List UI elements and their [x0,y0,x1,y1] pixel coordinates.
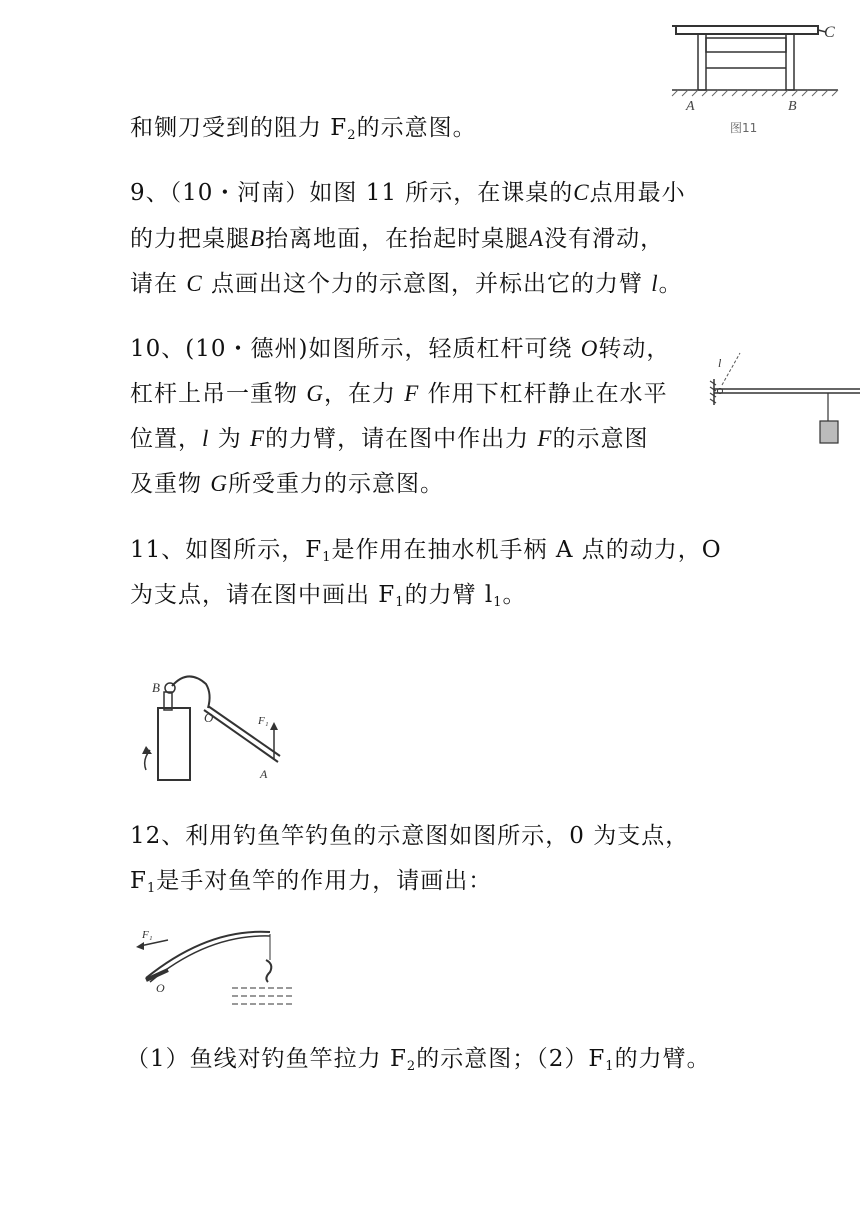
q12-line-1: 12、利用钓鱼竿钓鱼的示意图如图所示，0 为支点， [130,823,690,849]
fig11-label-C: C [824,24,835,41]
q11-line-2: 为支点，请在图中画出 $F_1$的力臂 $l_1$。 [130,582,527,610]
q12-line-2: $F_1$是手对鱼竿的作用力，请画出： [130,868,493,896]
q11-fig-label-F1: F₁ [258,715,269,727]
q11-fig-label-B: B [152,680,160,695]
q9-line-1: 9、（10・河南）如图 11 所示，在课桌的C点用最小 [130,180,686,206]
figure-11-desk [668,10,848,140]
q10-line-1: 10、(10・德州)如图所示，轻质杠杆可绕 O转动， [130,336,671,362]
q9-line-2: 的力把桌腿B抬离地面，在抬起时桌腿A没有滑动， [130,226,665,252]
q10-fig-label-l: l [718,356,722,370]
q11-fig-label-O: O [204,710,214,725]
figure-q12-fishing-rod [128,920,308,1012]
fig11-caption: 图11 [730,121,758,135]
fig11-label-A: A [686,99,695,114]
q11-line-1: 11、如图所示，$F_1$是作用在抽水机手柄 A 点的动力，O [130,537,722,565]
q11-fig-label-A: A [260,767,268,781]
q12-fig-label-O: O [156,981,165,995]
q10-line-2: 杠杆上吊一重物 G，在力 F 作用下杠杆静止在水平 [130,381,668,407]
q10-line-3: 位置，l 为 F的力臂，请在图中作出力 F的示意图 [130,426,649,452]
q12-line-3: （1）鱼线对钓鱼竿拉力 $F_2$的示意图；$(2)F_1$的力臂。 [126,1046,711,1074]
q10-line-4: 及重物 G所受重力的示意图。 [130,471,444,497]
q8-tail-line: 和铡刀受到的阻力 $F_2$的示意图。 [130,115,477,143]
figure-q11-pump [128,650,300,782]
q9-line-3: 请在 C 点画出这个力的示意图，并标出它的力臂 l。 [130,271,683,297]
fig11-label-B: B [788,99,797,114]
figure-q10-lever [700,345,860,455]
q12-fig-label-F1: F₁ [142,929,153,941]
